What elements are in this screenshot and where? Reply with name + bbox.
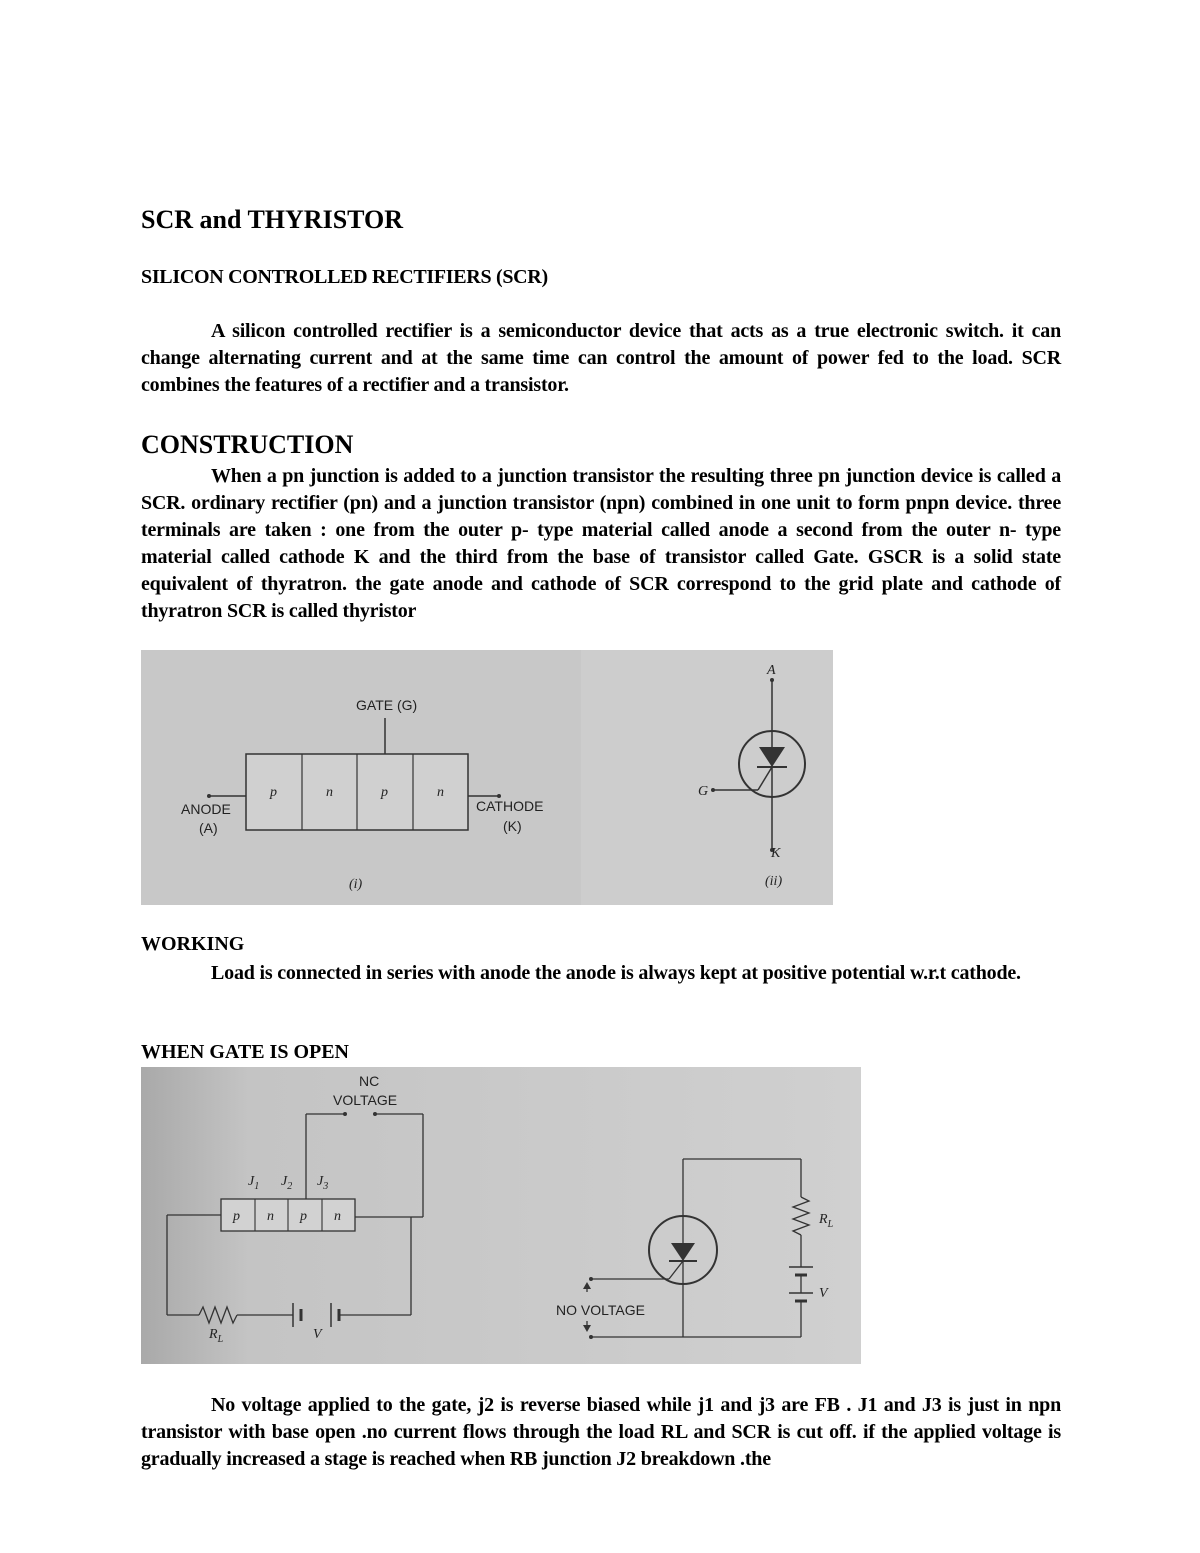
v-right-label: V [819,1286,828,1301]
layer-p2-label: p [381,785,388,800]
nc-voltage-label: VOLTAGE [333,1092,398,1108]
rl-right-label: $R_L$ [819,1212,834,1230]
gate-open-circuit-diagram [141,1067,861,1364]
caption-i: (i) [349,877,363,892]
cathode-label: CATHODE [476,798,544,814]
cathode-symbol-label: (K) [503,818,522,834]
layer-n1-label: n [326,785,333,800]
layer-n2-label: n [437,785,444,800]
section-heading-gate-open: WHEN GATE IS OPEN [141,1041,349,1063]
intro-paragraph: A silicon controlled rectifier is a semiconductor device that acts as a true electronic switch. it can change alternating current and at the same time can control the amount of power fed to the load. SCR combines the features of a rectifier and a transistor. [141,320,1061,396]
junction-j1-label: $J_1$ [248,1174,260,1192]
layer-p1-label: p [233,1209,240,1224]
scr-construction-figure [141,650,833,905]
junction-j2-label: $J_2$ [281,1174,293,1192]
page-title: SCR and THYRISTOR [141,205,404,234]
gate-open-paragraph: No voltage applied to the gate, j2 is reverse biased while j1 and j3 are FB . J1 and J3 is just in npn transistor with base open .no current flows through the load RL and SCR is cut off. if the applied voltage is gradually increased a stage is reached when RB junction J2 breakdown .the [141,1394,1061,1470]
gate-label: GATE (G) [356,697,418,713]
caption-ii: (ii) [765,874,783,889]
anode-label: ANODE [181,801,231,817]
section-heading-construction: CONSTRUCTION [141,430,354,459]
working-paragraph: Load is connected in series with anode the anode is always kept at positive potential w.r.t cathode. [211,962,1021,984]
gate-open-figure [141,1067,861,1364]
nc-label: NC [359,1073,380,1089]
junction-j3-label: $J_3$ [317,1174,329,1192]
layer-n1-label: n [267,1209,274,1224]
symbol-anode-label: A [767,663,776,678]
rl-left-label: $R_L$ [209,1327,224,1345]
section-heading-scr: SILICON CONTROLLED RECTIFIERS (SCR) [141,266,548,288]
layer-n2-label: n [334,1209,341,1224]
scr-construction-diagram [141,650,833,905]
layer-p2-label: p [300,1209,307,1224]
v-left-label: V [313,1327,322,1342]
construction-paragraph: When a pn junction is added to a junction transistor the resulting three pn junction device is called a SCR. ordinary rectifier (pn) and a junction transistor (npn) combined in one unit to form pnpn device. three terminals are taken : one from the outer p- type material called anode a second from the outer n- type material called cathode K and the third from the base of transistor called Gate. GSCR is a solid state equivalent of thyratron. the gate anode and cathode of SCR correspond to the grid plate and cathode of thyratron SCR is called thyristor [141,465,1061,622]
no-voltage-label: NO VOLTAGE [556,1302,645,1318]
section-heading-working: WORKING [141,933,245,955]
anode-symbol-label: (A) [199,820,218,836]
layer-p1-label: p [270,785,277,800]
symbol-gate-label: G [698,784,709,799]
symbol-cathode-label: K [771,846,781,861]
